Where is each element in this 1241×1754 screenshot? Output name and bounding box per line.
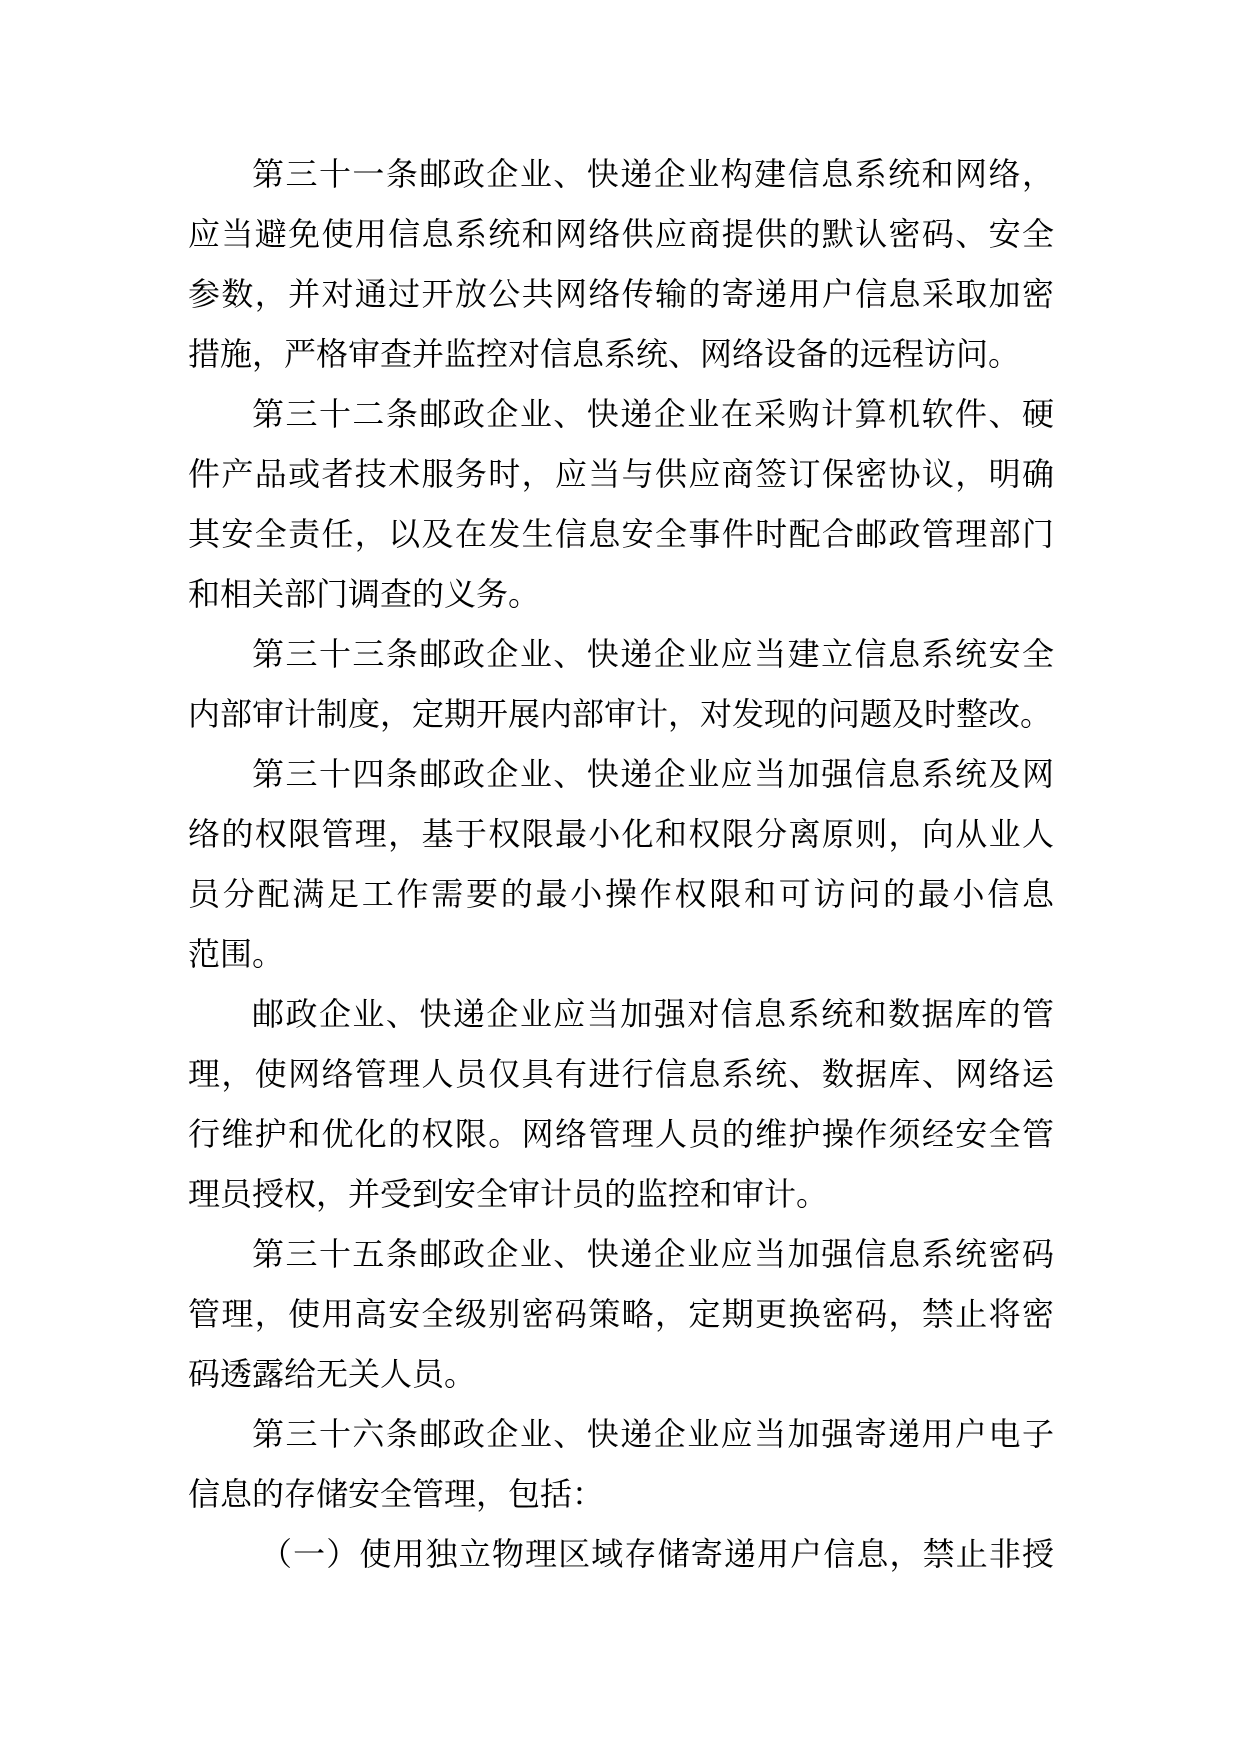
article-33-line-1: 第三十三条邮政企业、快递企业应当建立信息系统安全 xyxy=(252,635,1054,673)
article-32-line-1: 第三十二条邮政企业、快递企业在采购计算机软件、硬 xyxy=(252,395,1054,433)
article-31-line-4: 措施，严格审查并监控对信息系统、网络设备的远程访问。 xyxy=(188,335,1021,373)
article-36-line-2: 信息的存储安全管理，包括： xyxy=(188,1475,605,1513)
article-31-line-1: 第三十一条邮政企业、快递企业构建信息系统和网络， xyxy=(252,155,1054,193)
article-32-line-4: 和相关部门调查的义务。 xyxy=(188,575,541,613)
article-34-line-3: 员分配满足工作需要的最小操作权限和可访问的最小信息 xyxy=(188,875,1054,913)
article-35-line-1: 第三十五条邮政企业、快递企业应当加强信息系统密码 xyxy=(252,1235,1054,1273)
article-36-item-1-line-1: （一）使用独立物理区域存储寄递用户信息，禁止非授 xyxy=(260,1535,1054,1573)
article-34-para-2-line-1: 邮政企业、快递企业应当加强对信息系统和数据库的管 xyxy=(252,995,1054,1033)
article-34-line-1: 第三十四条邮政企业、快递企业应当加强信息系统及网 xyxy=(252,755,1054,793)
article-31-line-3: 参数，并对通过开放公共网络传输的寄递用户信息采取加密 xyxy=(188,275,1054,313)
article-34-para-2-line-2: 理，使网络管理人员仅具有进行信息系统、数据库、网络运 xyxy=(188,1055,1054,1093)
article-32-line-3: 其安全责任，以及在发生信息安全事件时配合邮政管理部门 xyxy=(188,515,1054,553)
article-32-line-2: 件产品或者技术服务时，应当与供应商签订保密协议，明确 xyxy=(188,455,1054,493)
article-36-line-1: 第三十六条邮政企业、快递企业应当加强寄递用户电子 xyxy=(252,1415,1054,1453)
article-31-line-2: 应当避免使用信息系统和网络供应商提供的默认密码、安全 xyxy=(188,215,1054,253)
article-35-line-2: 管理，使用高安全级别密码策略，定期更换密码，禁止将密 xyxy=(188,1295,1054,1333)
article-34-line-4: 范围。 xyxy=(188,935,285,973)
article-33-line-2: 内部审计制度，定期开展内部审计，对发现的问题及时整改。 xyxy=(188,695,1053,733)
article-34-para-2-line-3: 行维护和优化的权限。网络管理人员的维护操作须经安全管 xyxy=(188,1115,1054,1153)
document-body xyxy=(188,157,1054,1597)
article-35-line-3: 码透露给无关人员。 xyxy=(188,1355,477,1393)
article-34-para-2-line-4: 理员授权，并受到安全审计员的监控和审计。 xyxy=(188,1175,829,1213)
article-34-line-2: 络的权限管理，基于权限最小化和权限分离原则，向从业人 xyxy=(188,815,1054,853)
